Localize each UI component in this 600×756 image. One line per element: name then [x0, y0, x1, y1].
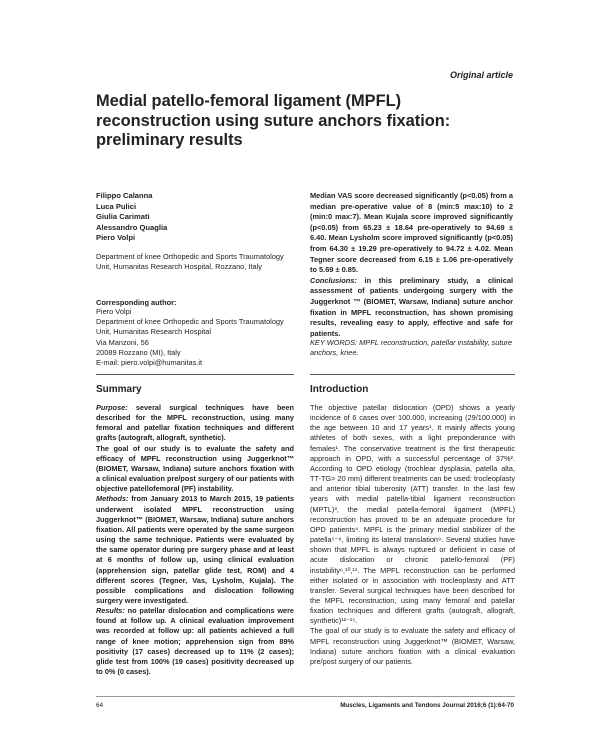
affiliation: Department of knee Orthopedic and Sports Traumatology Unit, Humanitas Research Hospital, Rozzano, Italy — [96, 252, 284, 272]
introduction-body — [310, 403, 515, 667]
author-list — [96, 191, 167, 244]
summary-heading: Summary — [96, 384, 142, 395]
author-name: Giulia Carimati — [96, 212, 150, 221]
abstract-results-text: Median VAS score decreased significantly (p<0.05) from a median pre-operative value of 8 (min:5 max:10) to 2 (min:0 max:7). Mean Kujala score improved significantly (p<0.05) from 65.23 ± 18.64 pre-operatively to 94.69 ± 6.40. Mean Lysholm score improved significantly (p<0.05) from 64.30 ± 19.29 pre-operatively to 94.72 ± 4.02. Mean Tegner score decreased from 6.15 ± 1.06 pre-operatively to 5.69 ± 0.85. — [310, 191, 513, 275]
corresponding-line: 20089 Rozzano (MI), Italy — [96, 347, 181, 357]
title-line: reconstruction using suture anchors fixation: — [96, 111, 451, 130]
author-name: Luca Pulici — [96, 201, 137, 211]
conclusions-label: Conclusions: — [310, 275, 357, 285]
corresponding-line: Piero Volpi — [96, 307, 132, 316]
article-type-label: Original article — [449, 70, 513, 80]
author-name: Piero Volpi — [96, 233, 136, 242]
footer-divider — [96, 696, 515, 697]
title-line: preliminary results — [96, 131, 243, 149]
summary-divider — [96, 374, 294, 375]
purpose-label: Purpose: — [96, 403, 128, 412]
corresponding-email[interactable]: E-mail: piero.volpi@humanitas.it — [96, 358, 203, 368]
results-label: Results: — [96, 606, 125, 616]
introduction-heading: Introduction — [310, 384, 369, 395]
corresponding-author-details — [96, 307, 286, 368]
conclusions-text: in this preliminary study, a clinical assessment of patients undergoing surgery with the Juggerknot ™ (BIOMET, Warsaw, Indiana) suture anchor fixation in MPFL reconstruction, has shown promising results, revealing easy to apply, effective and safe for patients. — [310, 275, 514, 338]
page-number: 64 — [96, 702, 104, 709]
corresponding-line: Via Manzoni, 56 — [96, 337, 149, 347]
corresponding-author-label: Corresponding author: — [96, 298, 177, 307]
article-title — [96, 92, 516, 151]
introduction-paragraph: The goal of our study is to evaluate the safety and efficacy of MPFL reconstruction using Juggerknot™ (BIOMET, Warsaw, Indiana) suture anchors fixation with a clinical evaluation pre/post surgery of our patients. — [310, 626, 515, 666]
results-text: no patellar dislocation and complications were found at follow up. A clinical evaluation improvement was recorded at follow up: all patients achieved a full range of knee motion; apprehension sign from 89% positivity (17 cases) decreased up to 11% (2 cases); glide test from 100% (19 cases) positivity decreased up to 0% (0 cases). — [96, 606, 294, 677]
summary-body — [96, 403, 294, 677]
corresponding-line: Department of knee Orthopedic and Sports Traumatology Unit, Humanitas Research Hospital — [96, 317, 284, 337]
author-name: Filippo Calanna — [96, 191, 153, 200]
journal-citation: Muscles, Ligaments and Tendons Journal 2016;6 (1):64-70 — [340, 702, 514, 709]
title-line: Medial patello-femoral ligament (MPFL) — [96, 92, 402, 110]
methods-text: from January 2013 to March 2015, 19 patients underwent isolated MPFL reconstruction using Juggerknot™ (BIOMET, Warsaw, Indiana) suture anchors fixation. All patients were operated by the same surgeon using the same technique. Patients were evaluated by the same operator during pre surgery phase and at least at 6 months of follow up, using clinical evaluation (apprehension sign, patellar glide test, ROM) and 4 different scores (Tegner, Vas, Lysholm, Kujala). The possible complications and dislocation following surgery were investigated. — [96, 494, 295, 605]
introduction-paragraph: The objective patellar dislocation (OPD) shows a yearly incidence of 6 cases over 100.000, increasing (29/100.000) in the age between 10 and 17 years¹. It mainly affects young athletes of both sexes, with a light preponderance with females¹. The conservative treatment is the first therapeutic approach in OPD, with a successful percentage of 37%². According to OPD etiology (trochlear dysplasia, patella alta, TT-TG> 20 mm) different treatments can be used: trocleoplasty and anterior tibial tuberosity (ATT) transfer. In the last few years with medial patella-tibial ligament reconstruction (MPTL)³, the medial patella-femoral ligament (MPFL) reconstruction has proved to be an adequate procedure for OPD patients⁴. MPFL is the primary medial stabilizer of the patella⁵⁻⁸, limiting its lateral translation⁹. Several studies have shown that MPFL is always ruptured or deficient in case of acute dislocation or chronic patello-femoral (PF) instability⁶,¹⁰,¹¹. The MPFL reconstruction can be performed either isolated or in association with trocleoplasty and ATT transfer. Several surgical techniques have been described for the MPFL reconstruction, using many femoral and patellar fixation techniques and different grafts (autograft, allograft, synthetic)¹²⁻¹⁵. — [310, 403, 515, 626]
keywords: KEY WORDS: MPFL reconstruction, patellar instability, suture anchors, knee. — [310, 338, 513, 358]
methods-label: Methods: — [96, 494, 129, 504]
abstract-continued — [310, 191, 513, 339]
goal-text: The goal of our study is to evaluate the safety and efficacy of MPFL reconstruction using Juggerknot™ (BIOMET, Warsaw, Indiana) suture anchors fixation with a clinical evaluation pre/post surgery of our patients with objective patellofemoral (PF) instability. — [96, 443, 294, 494]
purpose-text: several surgical techniques have been described for the MPFL reconstruction, using many femoral and patellar fixation techniques and different grafts (autograft, allograft, synthetic). — [96, 403, 295, 443]
introduction-divider — [310, 374, 515, 375]
author-name: Alessandro Quaglia — [96, 222, 168, 232]
